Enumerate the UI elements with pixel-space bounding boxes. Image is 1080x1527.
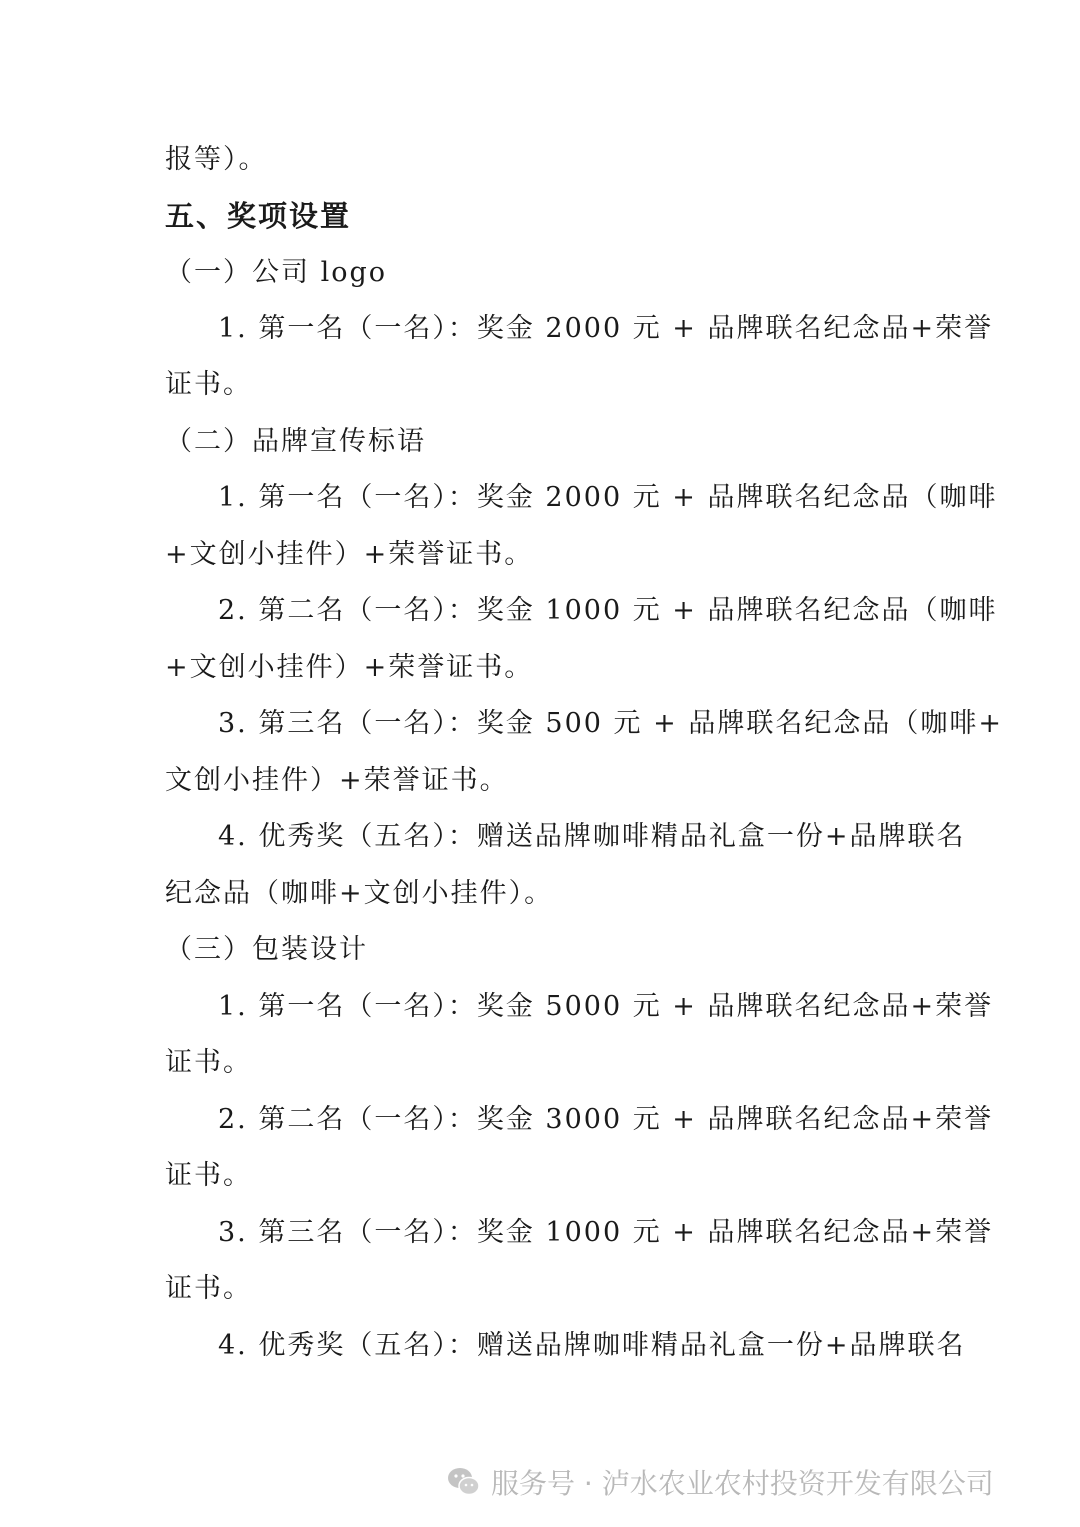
text-line: 2. 第二名（一名）：奖金 3000 元 + 品牌联名纪念品+荣誉	[218, 1104, 994, 1135]
text-line: 证书。	[165, 1160, 252, 1191]
watermark-text: 服务号 · 泸水农业农村投资开发有限公司	[491, 1467, 994, 1500]
text-line: 4. 优秀奖（五名）：赠送品牌咖啡精品礼盒一份+品牌联名	[218, 821, 966, 852]
text-line: 证书。	[165, 1273, 252, 1304]
text-line: 3. 第三名（一名）：奖金 500 元 + 品牌联名纪念品（咖啡+	[218, 708, 1003, 739]
text-line: 1. 第一名（一名）：奖金 2000 元 + 品牌联名纪念品（咖啡	[218, 482, 998, 513]
text-line: 2. 第二名（一名）：奖金 1000 元 + 品牌联名纪念品（咖啡	[218, 595, 998, 626]
watermark	[447, 1458, 994, 1506]
subsection-heading: （二）品牌宣传标语	[165, 426, 426, 457]
text-line: 4. 优秀奖（五名）：赠送品牌咖啡精品礼盒一份+品牌联名	[218, 1330, 966, 1361]
text-line: +文创小挂件）+荣誉证书。	[165, 652, 534, 683]
text-line: +文创小挂件）+荣誉证书。	[165, 539, 534, 570]
text-line: 证书。	[165, 369, 252, 400]
text-line: 报等）。	[165, 144, 268, 175]
wechat-icon	[447, 1466, 481, 1498]
subsection-heading: （三）包装设计	[165, 934, 368, 965]
text-line: 文创小挂件）+荣誉证书。	[165, 765, 509, 796]
text-line: 证书。	[165, 1047, 252, 1078]
text-line: 1. 第一名（一名）：奖金 5000 元 + 品牌联名纪念品+荣誉	[218, 991, 994, 1022]
text-line: 3. 第三名（一名）：奖金 1000 元 + 品牌联名纪念品+荣誉	[218, 1217, 994, 1248]
subsection-heading: （一）公司 logo	[165, 257, 388, 288]
text-line: 1. 第一名（一名）：奖金 2000 元 + 品牌联名纪念品+荣誉	[218, 313, 994, 344]
text-line: 纪念品（咖啡+文创小挂件）。	[165, 878, 554, 909]
section-heading: 五、奖项设置	[165, 199, 352, 233]
